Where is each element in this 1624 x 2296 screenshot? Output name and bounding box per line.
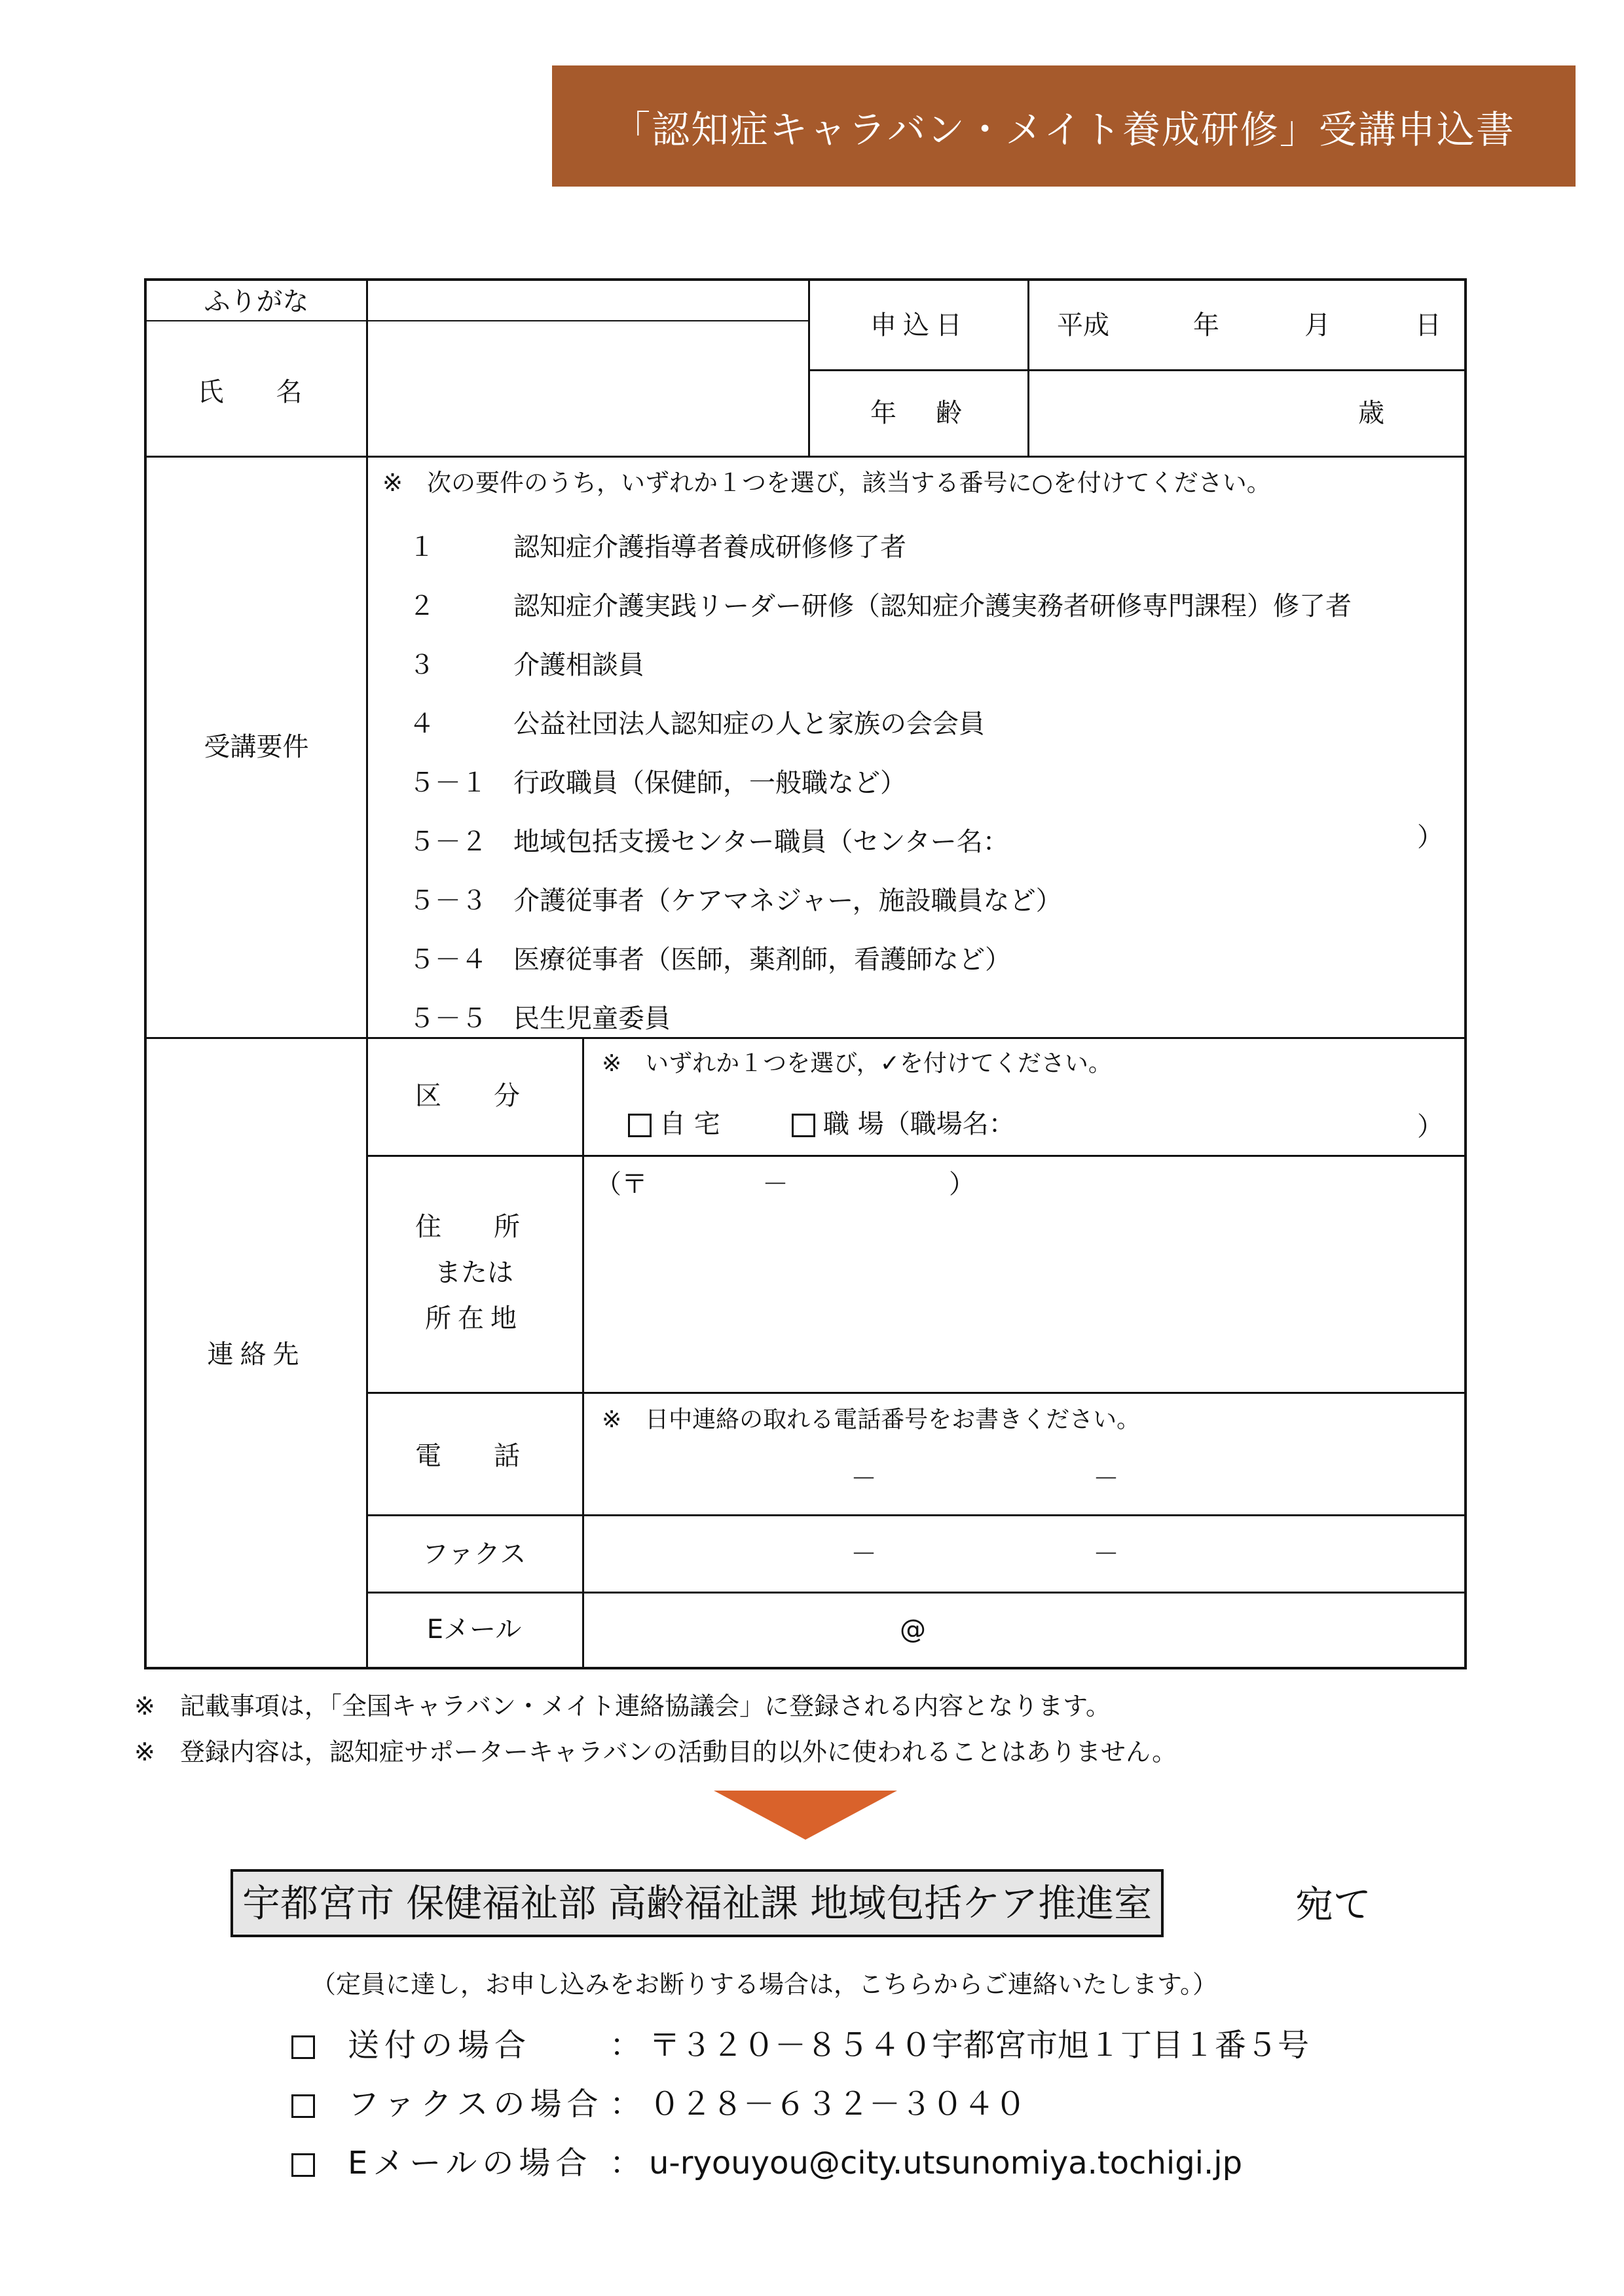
email-label: Eメール	[426, 1614, 522, 1645]
home-checkbox[interactable]	[628, 1114, 652, 1137]
requirement-number: ５－３	[409, 886, 487, 916]
phone-label: 電 話	[415, 1441, 533, 1471]
work-name-close: ）	[1417, 1112, 1443, 1142]
registration-note: ※ 記載事項は，「全国キャラバン・メイト連絡協議会」に登録される内容となります。	[134, 1692, 1111, 1721]
requirement-text: 認知症介護指導者養成研修修了者	[513, 532, 906, 562]
day-unit: 日	[1415, 310, 1441, 340]
grid-line	[147, 1037, 1467, 1039]
phone-dash-1: －	[851, 1464, 877, 1494]
method-label: ファクスの場合	[348, 2086, 604, 2123]
apply-date-input[interactable]	[1031, 281, 1463, 367]
requirements-label: 受講要件	[204, 732, 309, 762]
colon: ：	[610, 2027, 642, 2064]
category-instruction: ※ いずれか１つを選び，✓を付けてください。	[602, 1050, 1112, 1077]
fax-dash-2: －	[1093, 1539, 1119, 1569]
application-form	[144, 278, 1467, 1669]
checkbox-icon	[291, 2153, 315, 2177]
grid-line	[366, 1592, 1467, 1594]
fax-dash-1: －	[851, 1539, 877, 1569]
grid-line	[147, 456, 1467, 458]
grid-line	[808, 369, 1467, 371]
requirement-number: ５－１	[409, 768, 487, 798]
address-label-line2: または	[435, 1258, 513, 1288]
down-arrow-icon	[714, 1791, 897, 1840]
phone-dash-2: －	[1093, 1464, 1119, 1494]
requirement-item[interactable]	[409, 762, 906, 799]
requirement-item[interactable]	[409, 939, 1011, 976]
requirement-text: 民生児童委員	[513, 1004, 671, 1034]
apply-date-label: 申込日	[870, 310, 969, 340]
grid-line	[1027, 281, 1029, 456]
age-input[interactable]	[1031, 373, 1463, 454]
requirement-text: 地域包括支援センター職員（センター名：	[513, 827, 1009, 857]
department-name: 宇都宮市 保健福祉部 高齢福祉課 地域包括ケア推進室	[231, 1869, 1164, 1937]
contact-label: 連絡先	[207, 1339, 306, 1370]
requirement-item[interactable]	[409, 703, 985, 740]
postal-open: （〒	[595, 1169, 648, 1199]
form-title-banner	[552, 65, 1576, 187]
requirement-item[interactable]	[409, 526, 906, 564]
requirement-number: ３	[409, 650, 435, 680]
requirement-item[interactable]	[409, 821, 1009, 858]
mail-method	[291, 2020, 1309, 2065]
privacy-note: ※ 登録内容は，認知症サポーターキャラバンの活動目的以外に使われることはありません。	[134, 1738, 1177, 1766]
requirement-item[interactable]	[409, 880, 1062, 917]
work-option[interactable]	[792, 1111, 1015, 1137]
requirement-text: 行政職員（保健師，一般職など）	[513, 768, 906, 798]
requirements-instruction: ※ 次の要件のうち，いずれか１つを選び，該当する番号に○を付けてください。	[382, 469, 1271, 497]
grid-line	[366, 1392, 1467, 1394]
requirement-number: ５－２	[409, 827, 487, 857]
requirement-item[interactable]	[409, 998, 671, 1035]
postal-dash: －	[762, 1169, 788, 1199]
requirement-number: ２	[409, 591, 435, 621]
method-label: 送付の場合	[348, 2027, 532, 2064]
checkbox-icon	[291, 2035, 315, 2059]
phone-instruction: ※ 日中連絡の取れる電話番号をお書きください。	[602, 1406, 1141, 1433]
center-name-close: ）	[1417, 822, 1443, 852]
age-label: 年 齢	[870, 398, 969, 428]
fax-input[interactable]	[585, 1518, 1463, 1590]
grid-line	[147, 320, 808, 321]
capacity-note: （定員に達し，お申し込みをお断りする場合は，こちらからご連絡いたします。）	[311, 1970, 1217, 1999]
name-input[interactable]	[369, 323, 805, 453]
name-label: 氏 名	[197, 377, 316, 407]
colon: ：	[610, 2145, 642, 2181]
grid-line	[366, 1514, 1467, 1516]
home-option-label: 自 宅	[659, 1109, 720, 1139]
grid-line	[808, 281, 810, 456]
method-value[interactable]: u-ryouyou@city.utsunomiya.tochigi.jp	[649, 2145, 1243, 2181]
fax-method	[291, 2079, 1026, 2124]
address-label-line3: 所在地	[425, 1303, 523, 1334]
home-option[interactable]	[628, 1111, 720, 1137]
requirement-text: 認知症介護実践リーダー研修（認知症介護実務者研修専門課程）修了者	[513, 591, 1352, 621]
month-unit: 月	[1304, 310, 1331, 340]
fax-label: ファクス	[422, 1539, 526, 1569]
method-value: 〒３２０－８５４０宇都宮市旭１丁目１番５号	[649, 2027, 1310, 2064]
requirement-item[interactable]	[409, 644, 644, 682]
requirement-number: ４	[409, 709, 435, 739]
grid-line	[366, 1155, 1467, 1157]
requirement-text: 医療従事者（医師，薬剤師，看護師など）	[513, 945, 1011, 975]
email-input[interactable]	[585, 1595, 1463, 1666]
grid-line	[366, 281, 368, 456]
requirement-number: １	[409, 532, 435, 562]
requirement-text: 介護従事者（ケアマネジャー，施設職員など）	[513, 886, 1062, 916]
address-label-line1: 住 所	[415, 1212, 533, 1242]
grid-line	[582, 1037, 584, 1667]
requirement-text: 公益社団法人認知症の人と家族の会会員	[513, 709, 985, 739]
year-unit: 年	[1193, 310, 1219, 340]
phone-input[interactable]	[585, 1446, 1463, 1512]
checkbox-icon	[291, 2094, 315, 2118]
age-unit: 歳	[1358, 398, 1384, 428]
colon: ：	[610, 2086, 642, 2123]
requirement-item[interactable]	[409, 585, 1352, 623]
work-option-label: 職 場（職場名：	[823, 1109, 1015, 1139]
requirement-text: 介護相談員	[513, 650, 644, 680]
category-label: 区 分	[415, 1081, 533, 1111]
furigana-label: ふりがな	[204, 287, 309, 317]
era-label: 平成	[1057, 310, 1109, 340]
addressee-label: 宛て	[1295, 1882, 1372, 1927]
form-title: 「認知症キャラバン・メイト養成研修」受講申込書	[612, 107, 1515, 152]
furigana-input[interactable]	[369, 281, 805, 319]
email-at: @	[900, 1614, 926, 1645]
method-value: ０２８－６３２－３０４０	[649, 2086, 1027, 2123]
postal-close: ）	[949, 1169, 975, 1199]
work-checkbox[interactable]	[792, 1114, 815, 1137]
grid-line	[366, 456, 368, 1667]
email-method	[291, 2138, 1242, 2183]
requirement-number: ５－４	[409, 945, 487, 975]
method-label: Eメールの場合	[348, 2145, 593, 2181]
address-input[interactable]	[585, 1158, 1463, 1389]
requirement-number: ５－５	[409, 1004, 487, 1034]
